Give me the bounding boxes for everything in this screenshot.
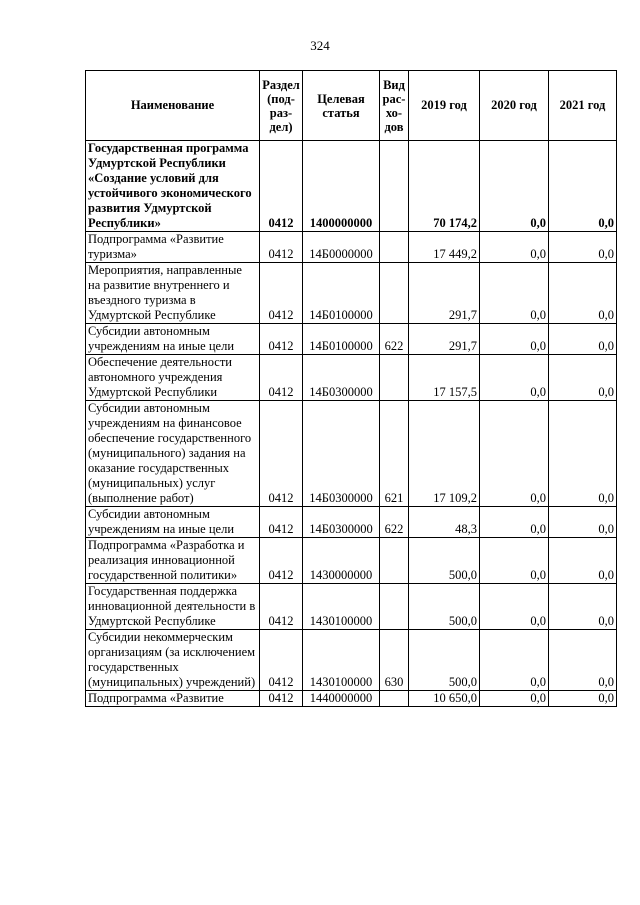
row-target: 1400000000 [303,141,380,232]
row-name: Подпрограмма «Разработка и реализация инновационной государственной политики» [86,538,260,584]
row-2019: 500,0 [409,538,480,584]
row-2021: 0,0 [549,141,617,232]
row-expense-type: 630 [380,630,409,691]
row-2019: 48,3 [409,507,480,538]
header-section [260,71,303,141]
row-expense-type [380,263,409,324]
row-section: 0412 [260,232,303,263]
header-2019: 2019 год [409,71,480,141]
row-target: 14Б0100000 [303,263,380,324]
row-name: Субсидии некоммерческим организациям (за исключением государственных (муниципальных) учреждений) [86,630,260,691]
row-2019: 17 449,2 [409,232,480,263]
header-exp-line: дов [384,119,404,134]
table-body [86,141,617,707]
row-target: 14Б0300000 [303,355,380,401]
header-2020: 2020 год [480,71,549,141]
row-section: 0412 [260,324,303,355]
row-expense-type [380,691,409,707]
header-name: Наименование [86,71,260,141]
row-name: Подпрограмма «Развитие [86,691,260,707]
row-2020: 0,0 [480,232,549,263]
row-section: 0412 [260,141,303,232]
row-2021: 0,0 [549,401,617,507]
row-2019: 10 650,0 [409,691,480,707]
row-name: Подпрограмма «Развитие туризма» [86,232,260,263]
row-expense-type [380,232,409,263]
row-2021: 0,0 [549,263,617,324]
row-name: Субсидии автономным учреждениям на иные цели [86,324,260,355]
row-expense-type [380,141,409,232]
row-target: 14Б0100000 [303,324,380,355]
row-2021: 0,0 [549,355,617,401]
row-2020: 0,0 [480,691,549,707]
row-name: Государственная поддержка инновационной деятельности в Удмуртской Республике [86,584,260,630]
row-2019: 70 174,2 [409,141,480,232]
table-row [86,141,617,232]
header-section-line: (под- [267,91,295,106]
header-target-line: Целевая [317,91,365,106]
table-row [86,401,617,507]
row-2021: 0,0 [549,232,617,263]
row-2020: 0,0 [480,324,549,355]
table-row [86,538,617,584]
header-target-line: статья [322,105,360,120]
row-target: 1430000000 [303,538,380,584]
header-section-line: Раздел [262,77,300,92]
row-2019: 500,0 [409,584,480,630]
row-2019: 291,7 [409,263,480,324]
row-name: Обеспечение деятельности автономного учреждения Удмуртской Республики [86,355,260,401]
row-name: Государственная программа Удмуртской Республики «Создание условий для устойчивого экономического развития Удмуртской Республики» [86,141,260,232]
row-2019: 17 109,2 [409,401,480,507]
row-2021: 0,0 [549,324,617,355]
table-row [86,691,617,707]
row-2020: 0,0 [480,507,549,538]
page-number: 324 [310,38,330,53]
row-2019: 17 157,5 [409,355,480,401]
row-2020: 0,0 [480,141,549,232]
row-expense-type: 622 [380,507,409,538]
row-2021: 0,0 [549,584,617,630]
row-section: 0412 [260,538,303,584]
budget-table [85,70,617,707]
header-exp-line: рас- [382,91,406,106]
row-section: 0412 [260,401,303,507]
row-target: 1430100000 [303,584,380,630]
header-exp-line: хо- [385,105,403,120]
header-section-line: раз- [269,105,293,120]
row-2019: 500,0 [409,630,480,691]
header-section-line: дел) [269,119,293,134]
row-expense-type: 622 [380,324,409,355]
table-row [86,507,617,538]
row-name: Субсидии автономным учреждениям на иные цели [86,507,260,538]
table-row [86,630,617,691]
table-row [86,324,617,355]
row-2021: 0,0 [549,538,617,584]
header-exp-line: Вид [383,77,405,92]
row-target: 1430100000 [303,630,380,691]
row-section: 0412 [260,263,303,324]
row-2021: 0,0 [549,691,617,707]
row-target: 14Б0300000 [303,507,380,538]
row-section: 0412 [260,507,303,538]
row-name: Мероприятия, направленные на развитие внутреннего и въездного туризма в Удмуртской Республике [86,263,260,324]
row-target: 1440000000 [303,691,380,707]
row-section: 0412 [260,584,303,630]
table-row [86,584,617,630]
row-2020: 0,0 [480,630,549,691]
row-section: 0412 [260,630,303,691]
row-name: Субсидии автономным учреждениям на финансовое обеспечение государственного (муниципального) задания на оказание государственных (муниципальных) услуг (выполнение работ) [86,401,260,507]
row-expense-type [380,584,409,630]
table-row [86,263,617,324]
table-header-row [86,71,617,141]
row-2020: 0,0 [480,538,549,584]
header-expense-type [380,71,409,141]
row-2021: 0,0 [549,630,617,691]
row-2020: 0,0 [480,401,549,507]
table-row [86,355,617,401]
header-target [303,71,380,141]
table-row [86,232,617,263]
row-section: 0412 [260,691,303,707]
row-2021: 0,0 [549,507,617,538]
row-2020: 0,0 [480,584,549,630]
row-target: 14Б0000000 [303,232,380,263]
row-expense-type [380,538,409,584]
row-expense-type [380,355,409,401]
row-section: 0412 [260,355,303,401]
header-2021: 2021 год [549,71,617,141]
row-2020: 0,0 [480,355,549,401]
row-target: 14Б0300000 [303,401,380,507]
row-expense-type: 621 [380,401,409,507]
row-2019: 291,7 [409,324,480,355]
row-2020: 0,0 [480,263,549,324]
